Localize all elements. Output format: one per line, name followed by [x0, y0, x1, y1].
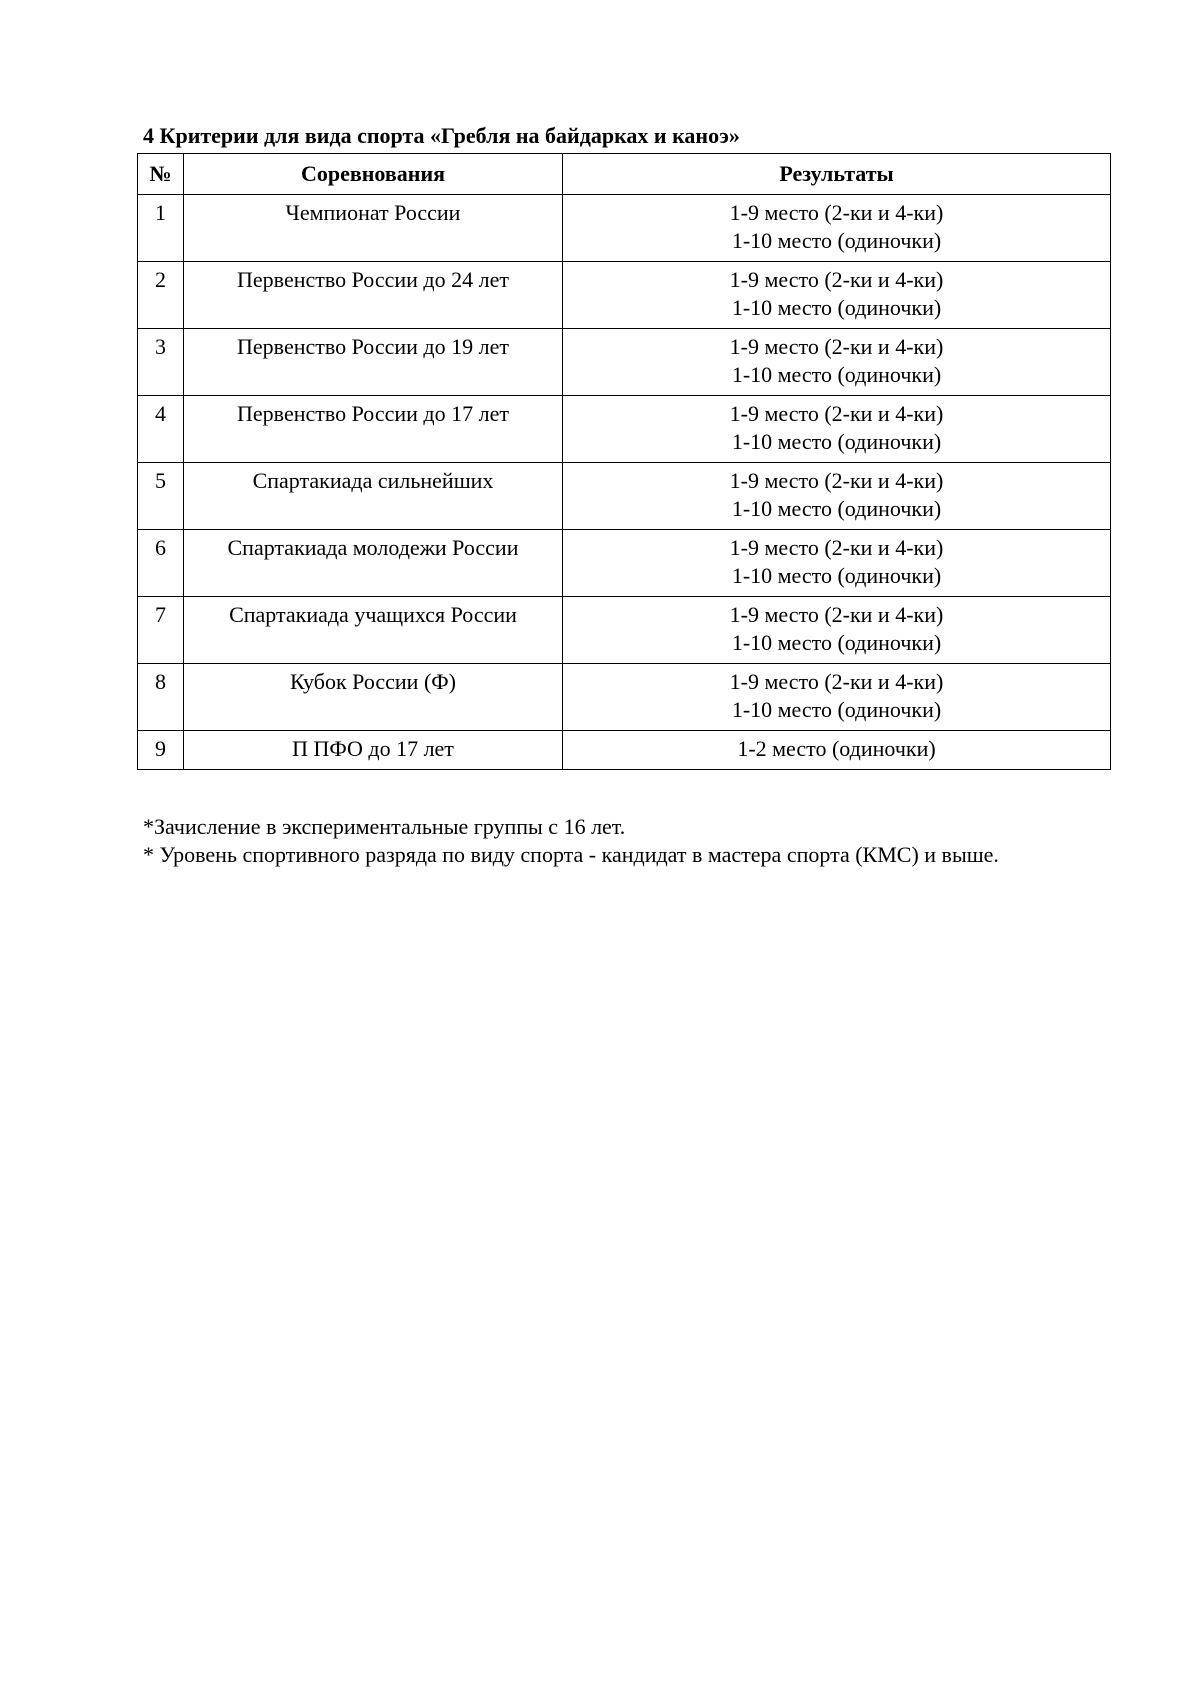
table-row: [138, 463, 1111, 530]
result-line: 1-9 место (2-ки и 4-ки): [729, 468, 944, 493]
result-line: 1-9 место (2-ки и 4-ки): [729, 401, 944, 426]
cell-results: [563, 664, 1111, 731]
cell-results: [563, 195, 1111, 262]
cell-results: [563, 329, 1111, 396]
cell-number: 3: [138, 329, 184, 396]
cell-number: 6: [138, 530, 184, 597]
cell-number: 2: [138, 262, 184, 329]
table-row: [138, 396, 1111, 463]
cell-results: [563, 597, 1111, 664]
table-row: [138, 731, 1111, 770]
header-competition: Соревнования: [184, 154, 563, 195]
cell-competition: Кубок России (Ф): [184, 664, 563, 731]
table-row: [138, 262, 1111, 329]
cell-competition: Спартакиада учащихся России: [184, 597, 563, 664]
table-row: [138, 195, 1111, 262]
header-number: №: [138, 154, 184, 195]
table-header-row: [138, 154, 1111, 195]
result-line: 1-9 место (2-ки и 4-ки): [729, 334, 944, 359]
table-body: [138, 195, 1111, 770]
cell-number: 9: [138, 731, 184, 770]
table-row: [138, 530, 1111, 597]
notes: [143, 813, 999, 869]
cell-competition: Первенство России до 24 лет: [184, 262, 563, 329]
cell-number: 4: [138, 396, 184, 463]
cell-number: 1: [138, 195, 184, 262]
criteria-table: [137, 153, 1111, 770]
table-row: [138, 664, 1111, 731]
cell-competition: Чемпионат России: [184, 195, 563, 262]
result-line: 1-9 место (2-ки и 4-ки): [729, 669, 944, 694]
result-line: 1-10 место (одиночки): [731, 228, 942, 253]
result-line: 1-10 место (одиночки): [731, 697, 942, 722]
result-line: 1-10 место (одиночки): [731, 630, 942, 655]
result-line: 1-10 место (одиночки): [731, 429, 942, 454]
cell-results: [563, 396, 1111, 463]
result-line: 1-9 место (2-ки и 4-ки): [729, 200, 944, 225]
document-title: 4 Критерии для вида спорта «Гребля на байдарках и каноэ»: [143, 123, 740, 148]
result-line: 1-9 место (2-ки и 4-ки): [729, 267, 944, 292]
result-line: 1-9 место (2-ки и 4-ки): [729, 535, 944, 560]
cell-number: 7: [138, 597, 184, 664]
cell-results: [563, 262, 1111, 329]
result-line: 1-10 место (одиночки): [731, 496, 942, 521]
cell-results: [563, 731, 1111, 770]
note-line: *Зачисление в экспериментальные группы с 16 лет.: [143, 814, 626, 839]
cell-results: [563, 530, 1111, 597]
cell-competition: Спартакиада сильнейших: [184, 463, 563, 530]
table-row: [138, 329, 1111, 396]
cell-competition: Первенство России до 17 лет: [184, 396, 563, 463]
note-line: * Уровень спортивного разряда по виду спорта - кандидат в мастера спорта (КМС) и выше.: [143, 842, 999, 867]
result-line: 1-2 место (одиночки): [737, 736, 936, 761]
result-line: 1-10 место (одиночки): [731, 295, 942, 320]
header-results: Результаты: [563, 154, 1111, 195]
result-line: 1-10 место (одиночки): [731, 362, 942, 387]
result-line: 1-9 место (2-ки и 4-ки): [729, 602, 944, 627]
cell-competition: П ПФО до 17 лет: [184, 731, 563, 770]
cell-number: 8: [138, 664, 184, 731]
cell-competition: Первенство России до 19 лет: [184, 329, 563, 396]
result-line: 1-10 место (одиночки): [731, 563, 942, 588]
cell-number: 5: [138, 463, 184, 530]
table-row: [138, 597, 1111, 664]
cell-results: [563, 463, 1111, 530]
cell-competition: Спартакиада молодежи России: [184, 530, 563, 597]
